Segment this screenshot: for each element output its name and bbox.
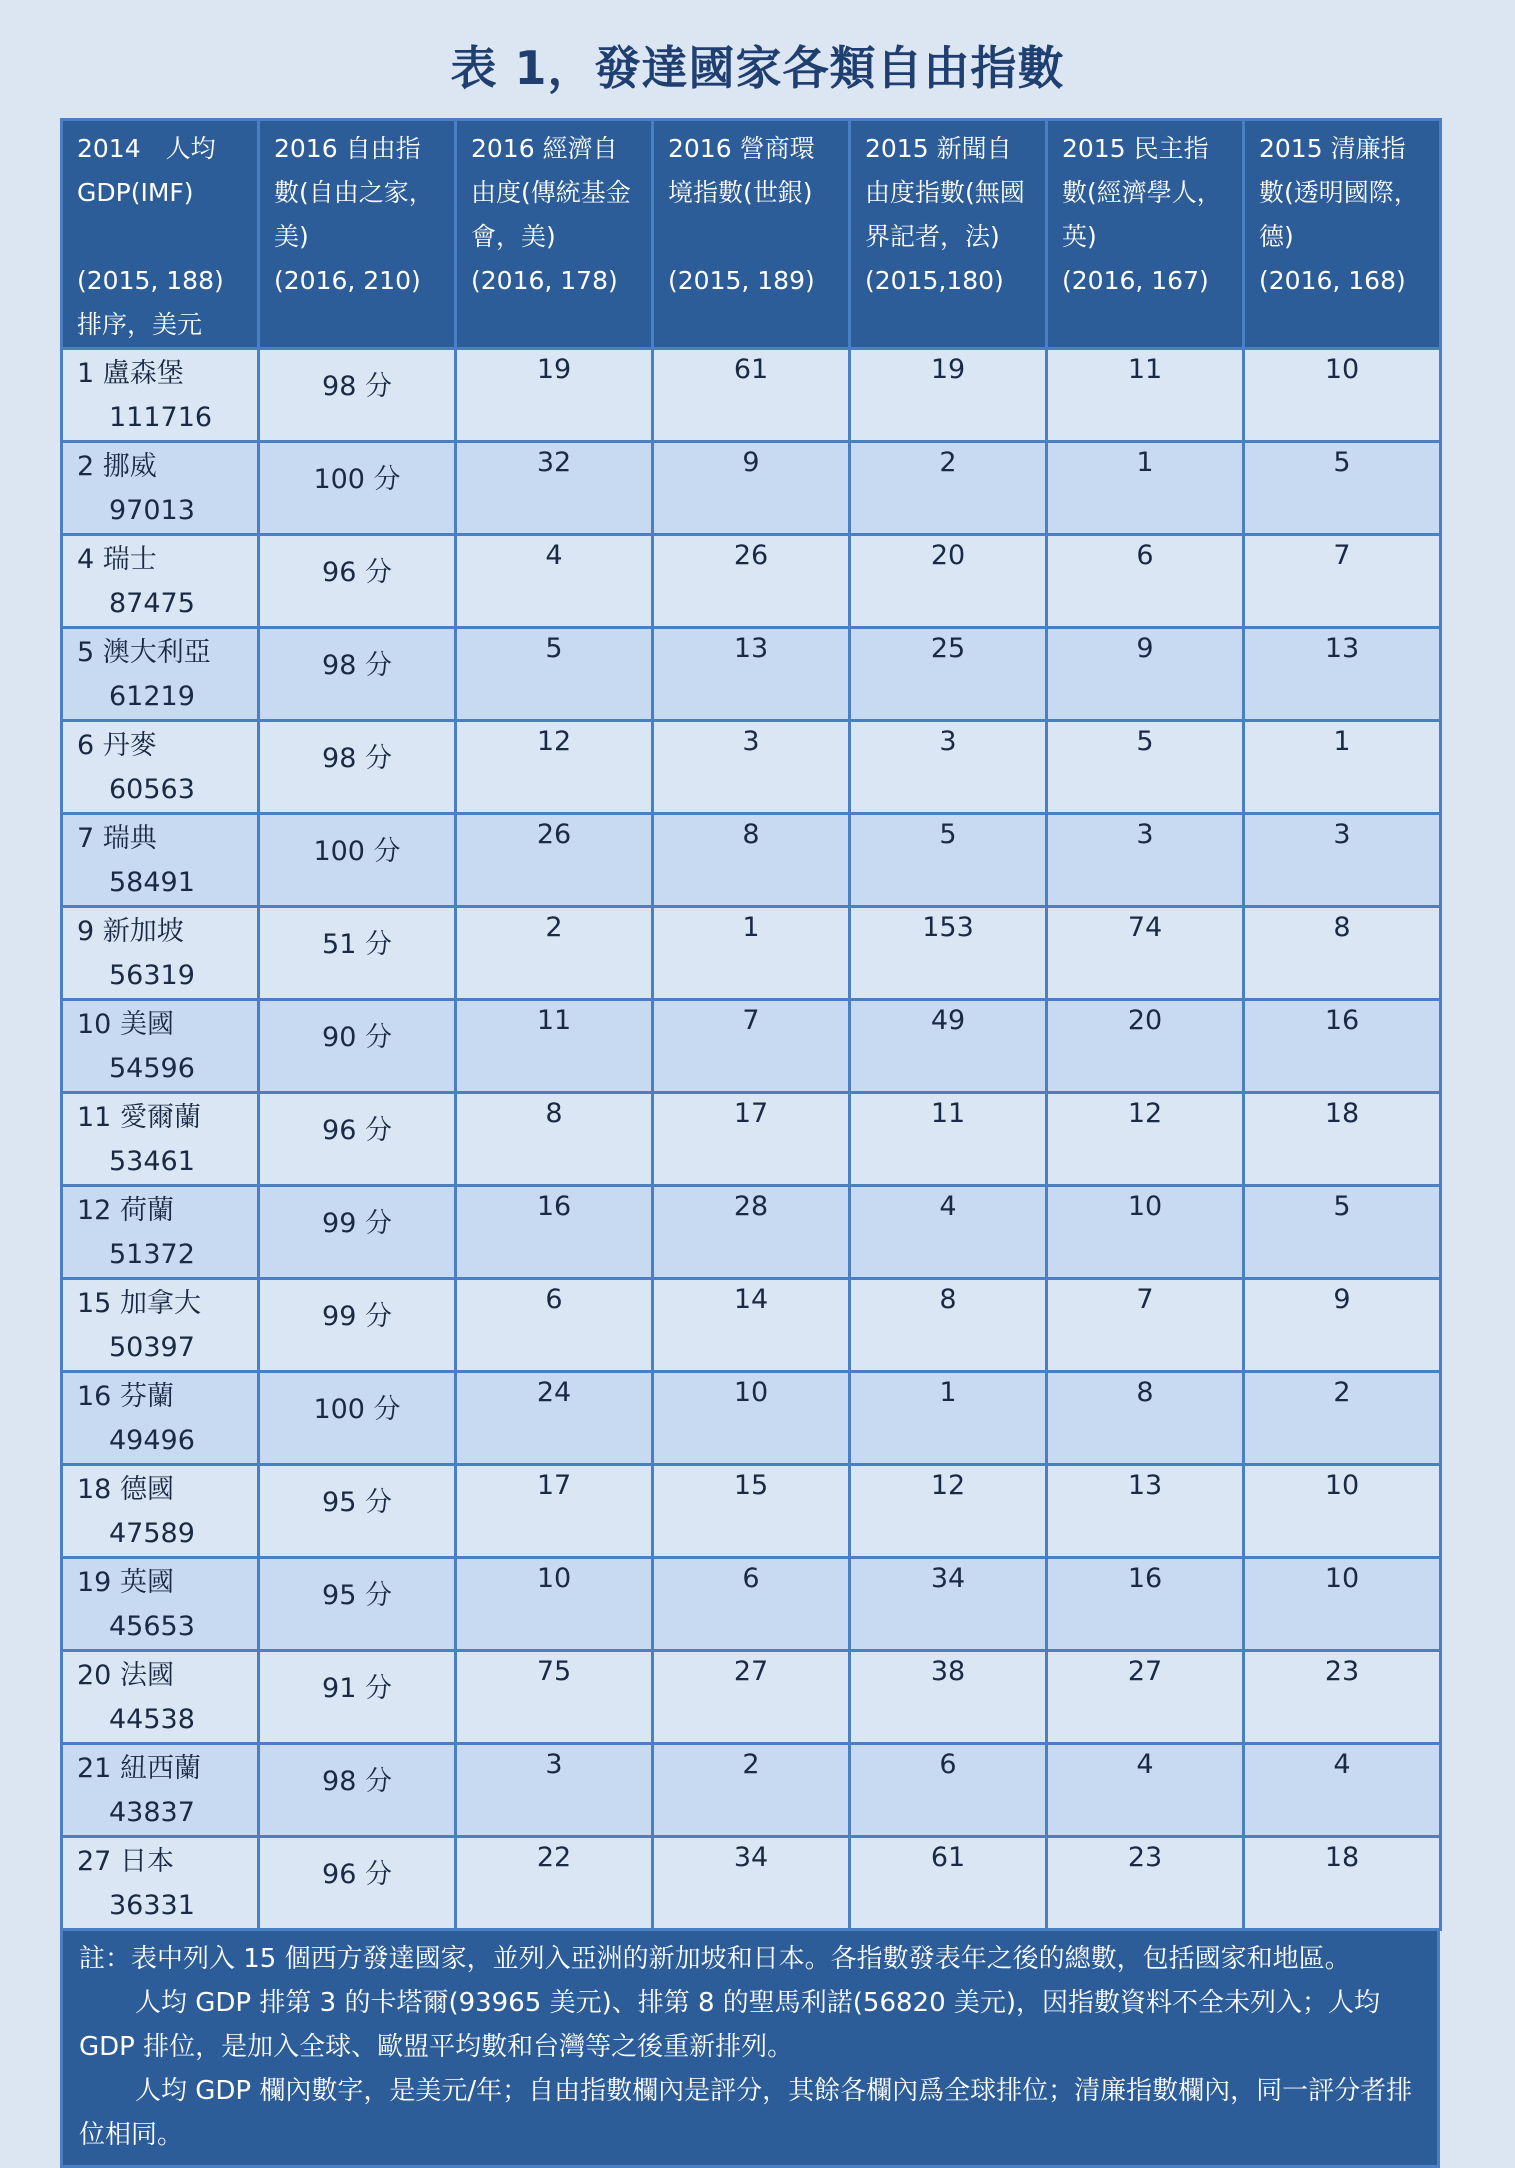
business-cell: 1 — [653, 907, 850, 1000]
country-name: 10 美國 — [77, 1009, 174, 1040]
press-cell: 5 — [850, 814, 1047, 907]
press-cell: 11 — [850, 1093, 1047, 1186]
freedom-cell: 95 分 — [259, 1558, 456, 1651]
democracy-cell: 20 — [1047, 1000, 1244, 1093]
press-cell: 3 — [850, 721, 1047, 814]
press-cell: 1 — [850, 1372, 1047, 1465]
country-name: 27 日本 — [77, 1846, 174, 1877]
table-row — [62, 721, 1441, 814]
clean-cell: 18 — [1244, 1837, 1441, 1930]
header-press-freedom: 2015 新聞自由度指數(無國界記者，法) (2015,180) — [850, 120, 1047, 349]
gdp-value: 111716 — [109, 402, 213, 433]
gdp-value: 97013 — [109, 495, 195, 526]
clean-cell: 7 — [1244, 535, 1441, 628]
country-cell — [62, 1279, 259, 1372]
business-cell: 28 — [653, 1186, 850, 1279]
country-cell — [62, 1744, 259, 1837]
table-row — [62, 349, 1441, 442]
freedom-cell: 91 分 — [259, 1651, 456, 1744]
democracy-cell: 16 — [1047, 1558, 1244, 1651]
freedom-cell: 100 分 — [259, 442, 456, 535]
press-cell: 2 — [850, 442, 1047, 535]
democracy-cell: 3 — [1047, 814, 1244, 907]
country-name: 15 加拿大 — [77, 1288, 201, 1319]
note-line-1: 註：表中列入 15 個西方發達國家，並列入亞洲的新加坡和日本。各指數發表年之後的總數，包括國家和地區。 — [79, 1944, 1351, 1974]
press-cell: 61 — [850, 1837, 1047, 1930]
note-line-3: 人均 GDP 欄內數字，是美元/年；自由指數欄內是評分，其餘各欄內爲全球排位；清廉指數欄內，同一評分者排位相同。 — [79, 2076, 1413, 2150]
business-cell: 2 — [653, 1744, 850, 1837]
country-cell — [62, 1093, 259, 1186]
table-row — [62, 907, 1441, 1000]
democracy-cell: 5 — [1047, 721, 1244, 814]
econ-cell: 11 — [456, 1000, 653, 1093]
header-freedom: 2016 自由指數(自由之家，美) (2016, 210) — [259, 120, 456, 349]
econ-cell: 32 — [456, 442, 653, 535]
democracy-cell: 13 — [1047, 1465, 1244, 1558]
gdp-value: 61219 — [109, 681, 195, 712]
gdp-value: 87475 — [109, 588, 195, 619]
democracy-cell: 27 — [1047, 1651, 1244, 1744]
business-cell: 61 — [653, 349, 850, 442]
country-name: 11 愛爾蘭 — [77, 1102, 201, 1133]
header-business: 2016 營商環境指數(世銀) (2015, 189) — [653, 120, 850, 349]
econ-cell: 8 — [456, 1093, 653, 1186]
table-row — [62, 1279, 1441, 1372]
press-cell: 38 — [850, 1651, 1047, 1744]
gdp-value: 51372 — [109, 1239, 195, 1270]
business-cell: 34 — [653, 1837, 850, 1930]
democracy-cell: 4 — [1047, 1744, 1244, 1837]
press-cell: 4 — [850, 1186, 1047, 1279]
gdp-value: 60563 — [109, 774, 195, 805]
clean-cell: 9 — [1244, 1279, 1441, 1372]
freedom-cell: 98 分 — [259, 1744, 456, 1837]
econ-cell: 2 — [456, 907, 653, 1000]
business-cell: 6 — [653, 1558, 850, 1651]
gdp-value: 56319 — [109, 960, 195, 991]
democracy-cell: 7 — [1047, 1279, 1244, 1372]
democracy-cell: 9 — [1047, 628, 1244, 721]
country-name: 1 盧森堡 — [77, 358, 184, 389]
country-cell — [62, 1000, 259, 1093]
democracy-cell: 10 — [1047, 1186, 1244, 1279]
clean-cell: 16 — [1244, 1000, 1441, 1093]
country-name: 21 紐西蘭 — [77, 1753, 201, 1784]
clean-cell: 1 — [1244, 721, 1441, 814]
econ-cell: 19 — [456, 349, 653, 442]
clean-cell: 10 — [1244, 349, 1441, 442]
table-row — [62, 1558, 1441, 1651]
business-cell: 8 — [653, 814, 850, 907]
freedom-cell: 90 分 — [259, 1000, 456, 1093]
country-cell — [62, 628, 259, 721]
clean-cell: 3 — [1244, 814, 1441, 907]
table-row — [62, 814, 1441, 907]
header-democracy: 2015 民主指數(經濟學人，英) (2016, 167) — [1047, 120, 1244, 349]
table-notes — [60, 1931, 1440, 2168]
gdp-value: 54596 — [109, 1053, 195, 1084]
econ-cell: 75 — [456, 1651, 653, 1744]
freedom-cell: 95 分 — [259, 1465, 456, 1558]
freedom-cell: 51 分 — [259, 907, 456, 1000]
press-cell: 6 — [850, 1744, 1047, 1837]
econ-cell: 22 — [456, 1837, 653, 1930]
header-gdp: 2014 人均GDP(IMF) (2015, 188) 排序，美元 — [62, 120, 259, 349]
clean-cell: 2 — [1244, 1372, 1441, 1465]
freedom-cell: 100 分 — [259, 1372, 456, 1465]
country-cell — [62, 1651, 259, 1744]
gdp-value: 36331 — [109, 1890, 195, 1921]
freedom-cell: 99 分 — [259, 1186, 456, 1279]
econ-cell: 17 — [456, 1465, 653, 1558]
header-clean: 2015 清廉指數(透明國際，德) (2016, 168) — [1244, 120, 1441, 349]
clean-cell: 5 — [1244, 1186, 1441, 1279]
business-cell: 17 — [653, 1093, 850, 1186]
freedom-cell: 98 分 — [259, 721, 456, 814]
clean-cell: 18 — [1244, 1093, 1441, 1186]
econ-cell: 3 — [456, 1744, 653, 1837]
gdp-value: 50397 — [109, 1332, 195, 1363]
democracy-cell: 11 — [1047, 349, 1244, 442]
press-cell: 20 — [850, 535, 1047, 628]
clean-cell: 10 — [1244, 1465, 1441, 1558]
press-cell: 19 — [850, 349, 1047, 442]
table-row — [62, 628, 1441, 721]
table-row — [62, 1651, 1441, 1744]
table-row — [62, 1744, 1441, 1837]
econ-cell: 4 — [456, 535, 653, 628]
freedom-cell: 96 分 — [259, 1093, 456, 1186]
table-row — [62, 1837, 1441, 1930]
note-line-2: 人均 GDP 排第 3 的卡塔爾(93965 美元)、排第 8 的聖馬利諾(56820 美元)，因指數資料不全未列入；人均 GDP 排位，是加入全球、歐盟平均數和台灣等之後重新排列。 — [79, 1988, 1381, 2062]
business-cell: 13 — [653, 628, 850, 721]
econ-cell: 5 — [456, 628, 653, 721]
business-cell: 27 — [653, 1651, 850, 1744]
freedom-index-table — [60, 118, 1442, 1931]
country-cell — [62, 1558, 259, 1651]
econ-cell: 10 — [456, 1558, 653, 1651]
country-cell — [62, 1465, 259, 1558]
freedom-cell: 99 分 — [259, 1279, 456, 1372]
country-cell — [62, 442, 259, 535]
country-cell — [62, 814, 259, 907]
country-name: 6 丹麥 — [77, 730, 157, 761]
econ-cell: 6 — [456, 1279, 653, 1372]
clean-cell: 10 — [1244, 1558, 1441, 1651]
gdp-value: 45653 — [109, 1611, 195, 1642]
freedom-cell: 96 分 — [259, 535, 456, 628]
country-name: 7 瑞典 — [77, 823, 157, 854]
country-cell — [62, 349, 259, 442]
country-name: 12 荷蘭 — [77, 1195, 174, 1226]
gdp-value: 43837 — [109, 1797, 195, 1828]
business-cell: 10 — [653, 1372, 850, 1465]
country-name: 16 芬蘭 — [77, 1381, 174, 1412]
country-cell — [62, 1837, 259, 1930]
table-row — [62, 1186, 1441, 1279]
gdp-value: 58491 — [109, 867, 195, 898]
econ-cell: 12 — [456, 721, 653, 814]
econ-cell: 16 — [456, 1186, 653, 1279]
country-name: 18 德國 — [77, 1474, 174, 1505]
table-row — [62, 1465, 1441, 1558]
democracy-cell: 12 — [1047, 1093, 1244, 1186]
clean-cell: 8 — [1244, 907, 1441, 1000]
gdp-value: 49496 — [109, 1425, 195, 1456]
table-row — [62, 1000, 1441, 1093]
business-cell: 15 — [653, 1465, 850, 1558]
democracy-cell: 6 — [1047, 535, 1244, 628]
country-name: 20 法國 — [77, 1660, 174, 1691]
country-cell — [62, 907, 259, 1000]
press-cell: 153 — [850, 907, 1047, 1000]
gdp-value: 47589 — [109, 1518, 195, 1549]
country-name: 9 新加坡 — [77, 916, 184, 947]
press-cell: 8 — [850, 1279, 1047, 1372]
freedom-cell: 100 分 — [259, 814, 456, 907]
table-row — [62, 1372, 1441, 1465]
freedom-index-table-container — [60, 118, 1440, 2168]
press-cell: 49 — [850, 1000, 1047, 1093]
press-cell: 12 — [850, 1465, 1047, 1558]
democracy-cell: 74 — [1047, 907, 1244, 1000]
press-cell: 34 — [850, 1558, 1047, 1651]
democracy-cell: 23 — [1047, 1837, 1244, 1930]
country-name: 5 澳大利亞 — [77, 637, 211, 668]
table-row — [62, 1093, 1441, 1186]
table-row — [62, 442, 1441, 535]
gdp-value: 53461 — [109, 1146, 195, 1177]
freedom-cell: 98 分 — [259, 349, 456, 442]
democracy-cell: 8 — [1047, 1372, 1244, 1465]
header-row — [62, 120, 1441, 349]
freedom-cell: 98 分 — [259, 628, 456, 721]
business-cell: 7 — [653, 1000, 850, 1093]
clean-cell: 4 — [1244, 1744, 1441, 1837]
business-cell: 3 — [653, 721, 850, 814]
econ-cell: 24 — [456, 1372, 653, 1465]
clean-cell: 5 — [1244, 442, 1441, 535]
table-title: 表 1，發達國家各類自由指數 — [450, 41, 1065, 95]
country-name: 4 瑞士 — [77, 544, 157, 575]
country-name: 2 挪威 — [77, 451, 157, 482]
country-cell — [62, 721, 259, 814]
gdp-value: 44538 — [109, 1704, 195, 1735]
header-economic-freedom: 2016 經濟自由度(傳統基金會，美) (2016, 178) — [456, 120, 653, 349]
clean-cell: 23 — [1244, 1651, 1441, 1744]
business-cell: 9 — [653, 442, 850, 535]
table-row — [62, 535, 1441, 628]
business-cell: 14 — [653, 1279, 850, 1372]
table-body — [62, 349, 1441, 1930]
country-cell — [62, 1186, 259, 1279]
clean-cell: 13 — [1244, 628, 1441, 721]
democracy-cell: 1 — [1047, 442, 1244, 535]
press-cell: 25 — [850, 628, 1047, 721]
country-cell — [62, 1372, 259, 1465]
business-cell: 26 — [653, 535, 850, 628]
econ-cell: 26 — [456, 814, 653, 907]
country-cell — [62, 535, 259, 628]
freedom-cell: 96 分 — [259, 1837, 456, 1930]
country-name: 19 英國 — [77, 1567, 174, 1598]
